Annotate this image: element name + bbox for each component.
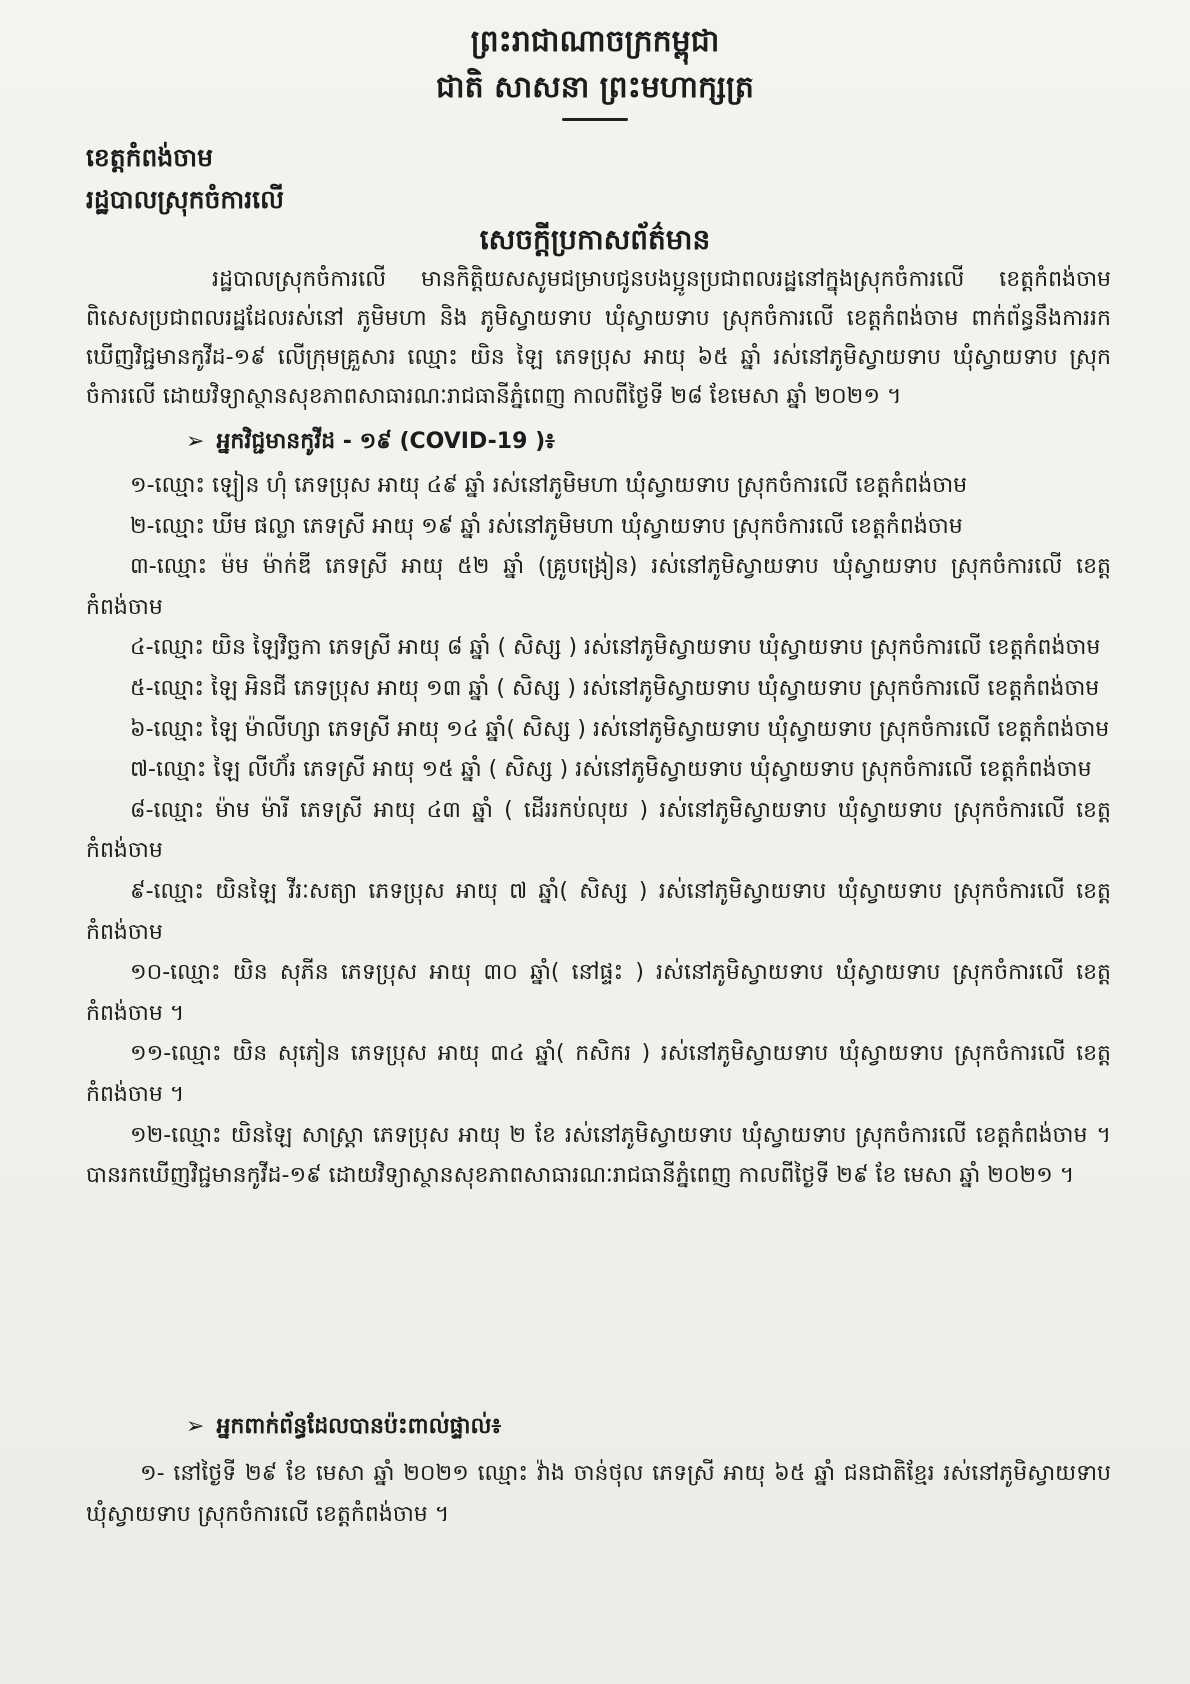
case-item: ៩-ឈ្មោះ យិនឡៃ វីរៈសត្យា ភេទប្រុស អាយុ ៧ ឆ្នាំ( សិស្ស ) រស់នៅភូមិស្វាយទាប ឃុំស្វាយទាប ស្រុកចំការលើ ខេត្តកំពង់ចាម (86, 878, 1111, 945)
issuer-province: ខេត្តកំពង់ចាម (86, 143, 213, 172)
intro-paragraph: រដ្ឋបាលស្រុកចំការលើ មានកិត្តិយសសូមជម្រាបជូនបងប្អូនប្រជាពលរដ្ឋនៅក្នុងស្រុកចំការលើ ខេត្តកំពង់ចាម ពិសេសប្រជាពលរដ្ឋដែលរស់នៅ ភូមិមហា និង ភូមិស្វាយទាប ឃុំស្វាយទាប ស្រុកចំការលើ ខេត្តកំពង់ចាម ពាក់ព័ន្ធនឹងការរកឃើញវិជ្ជមានកូវីដ-១៩ លើក្រុមគ្រួសារ ឈ្មោះ យិន ឡៃ ភេទប្រុស អាយុ ៦៥ ឆ្នាំ រស់នៅភូមិស្វាយទាប ឃុំស្វាយទាប ស្រុកចំការលើ ដោយវិទ្យាស្ថានសុខភាពសាធារណៈរាជធានីភ្នំពេញ កាលពីថ្ងៃទី ២៨ ខែមេសា ឆ្នាំ ២០២១ ។ (86, 267, 1111, 409)
document-title: សេចក្តីប្រកាសព័ត៌មាន (479, 223, 711, 256)
motto-heading: ជាតិ សាសនា ព្រះមហាក្សត្រ (436, 70, 754, 105)
case-item: ៥-ឈ្មោះ ឡៃ អិនជី ភេទប្រុស អាយុ ១៣ ឆ្នាំ ( សិស្ស ) រស់នៅភូមិស្វាយទាប ឃុំស្វាយទាប ស្រុកចំការលើ ខេត្តកំពង់ចាម (130, 675, 1100, 701)
arrow-bullet-icon: ➢ (186, 429, 205, 454)
section-label: អ្នកវិជ្ជមានកូវីដ - ១៩ (COVID-19 )៖ (216, 429, 555, 454)
contact-item: ១- នៅថ្ងៃទី ២៩ ខែ មេសា ឆ្នាំ ២០២១ ឈ្មោះ វ៉ាង ចាន់ថុល ភេទស្រី អាយុ ៦៥ ឆ្នាំ ជនជាតិខ្មែរ រស់នៅភូមិស្វាយទាប ឃុំស្វាយទាប ស្រុកចំការលើ ខេត្តកំពង់ចាម ។ (86, 1461, 1111, 1527)
case-item: ៣-ឈ្មោះ ម៉ម ម៉ាក់ឌី ភេទស្រី អាយុ ៥២ ឆ្នាំ (គ្រូបង្រៀន) រស់នៅភូមិស្វាយទាប ឃុំស្វាយទាប ស្រុកចំការលើ ខេត្តកំពង់ចាម (86, 554, 1111, 620)
positive-cases-list (86, 466, 1111, 1197)
contacts-heading (186, 1412, 501, 1444)
case-item: ១២-ឈ្មោះ យិនឡៃ សាស្រ្តា ភេទប្រុស អាយុ ២ ខែ រស់នៅភូមិស្វាយទាប ឃុំស្វាយទាប ស្រុកចំការលើ ខេត្តកំពង់ចាម ។ បានរកឃើញវិជ្ជមានកូវីដ-១៩ ដោយវិទ្យាស្ថានសុខភាពសាធារណៈរាជធានីភ្នំពេញ កាលពីថ្ងៃទី ២៩ ខែ មេសា ឆ្នាំ ២០២១ ។ (86, 1122, 1111, 1189)
case-item: ២-ឈ្មោះ ឃីម ផល្លា ភេទស្រី អាយុ ១៩ ឆ្នាំ រស់នៅភូមិមហា ឃុំស្វាយទាប ស្រុកចំការលើ ខេត្តកំពង់ចាម (130, 513, 963, 539)
positive-cases-heading (186, 427, 555, 459)
kingdom-heading: ព្រះរាជាណាចក្រកម្ពុជា (470, 24, 720, 59)
case-item: ៨-ឈ្មោះ ម៉ាម ម៉ារី ភេទស្រី អាយុ ៤៣ ឆ្នាំ ( ដើររកប់លុយ ) រស់នៅភូមិស្វាយទាប ឃុំស្វាយទាប ស្រុកចំការលើ ខេត្តកំពង់ចាម (86, 797, 1111, 864)
case-item: ១-ឈ្មោះ ឡៀន ហុំ ភេទប្រុស អាយុ ៤៩ ឆ្នាំ រស់នៅភូមិមហា ឃុំស្វាយទាប ស្រុកចំការលើ ខេត្តកំពង់ចាម (130, 473, 968, 498)
case-item: ១១-ឈ្មោះ យិន សុភៀន ភេទប្រុស អាយុ ៣៤ ឆ្នាំ( កសិករ ) រស់នៅភូមិស្វាយទាប ឃុំស្វាយទាប ស្រុកចំការលើ ខេត្តកំពង់ចាម ។ (86, 1041, 1111, 1107)
case-item: ៧-ឈ្មោះ ឡៃ លីហ៊័រ ភេទស្រី អាយុ ១៥ ឆ្នាំ ( សិស្ស ) រស់នៅភូមិស្វាយទាប ឃុំស្វាយទាប ស្រុកចំការលើ ខេត្តកំពង់ចាម (130, 757, 1092, 783)
section-label: អ្នកពាក់ព័ន្ធដែលបានប៉ះពាល់ផ្ទាល់៖ (216, 1414, 502, 1439)
case-item: ៦-ឈ្មោះ ឡៃ ម៉ាលីហ្សា ភេទស្រី អាយុ ១៤ ឆ្នាំ( សិស្ស ) រស់នៅភូមិស្វាយទាប ឃុំស្វាយទាប ស្រុកចំការលើ ខេត្តកំពង់ចាម (130, 716, 1110, 742)
heading-divider (562, 118, 628, 121)
issuer-district: រដ្ឋបាលស្រុកចំការលើ (86, 185, 284, 214)
case-item: ១០-ឈ្មោះ យិន សុភីន ភេទប្រុស អាយុ ៣០ ឆ្នាំ( នៅផ្ទះ ) រស់នៅភូមិស្វាយទាប ឃុំស្វាយទាប ស្រុកចំការលើ ខេត្តកំពង់ចាម ។ (86, 960, 1111, 1026)
arrow-bullet-icon: ➢ (186, 1414, 205, 1439)
case-item: ៤-ឈ្មោះ យិន ឡៃវិច្ឆកា ភេទស្រី អាយុ ៨ ឆ្នាំ ( សិស្ស ) រស់នៅភូមិស្វាយទាប ឃុំស្វាយទាប ស្រុកចំការលើ ខេត្តកំពង់ចាម (130, 635, 1101, 661)
